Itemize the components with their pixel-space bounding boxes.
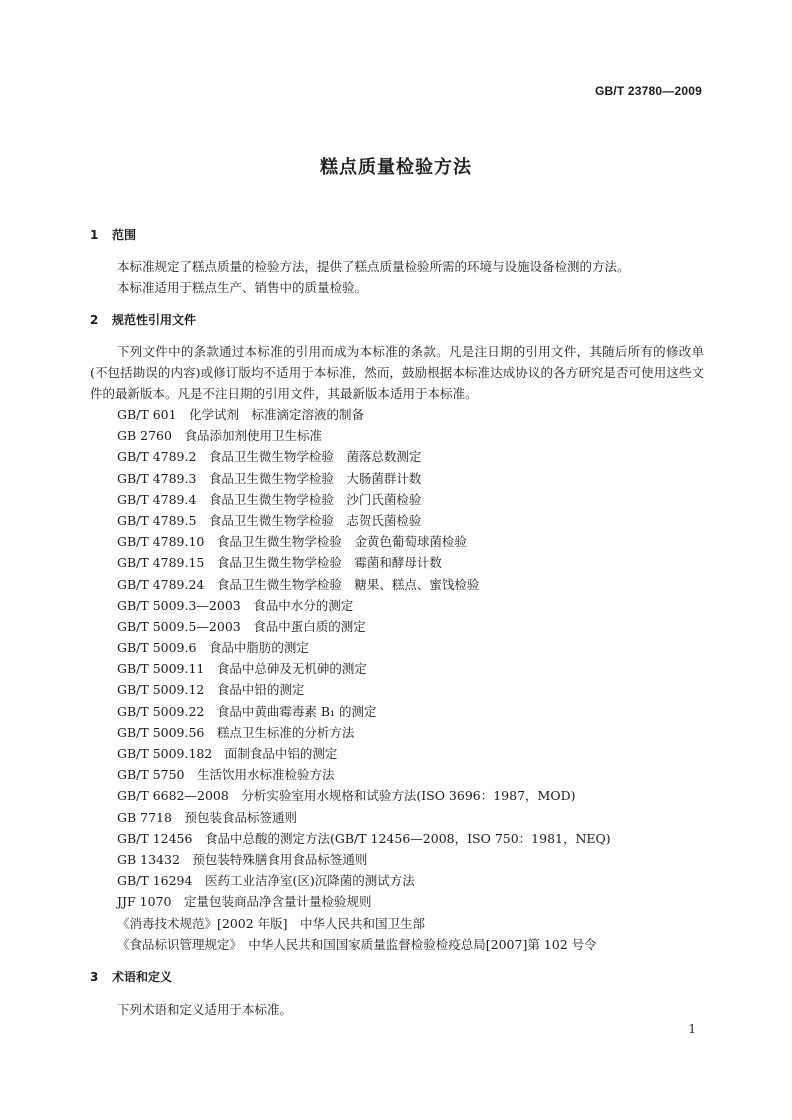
section-number: 1 <box>90 228 99 242</box>
section-3-heading <box>90 968 172 985</box>
reference-item: GB/T 4789.15 食品卫生微生物学检验 霉菌和酵母计数 <box>117 555 442 571</box>
reference-item: GB/T 5009.11 食品中总砷及无机砷的测定 <box>117 661 367 677</box>
section-title: 范围 <box>112 228 137 242</box>
reference-item: GB/T 601 化学试剂 标准滴定溶液的制备 <box>117 407 365 422</box>
reference-item: GB/T 5750 生活饮用水标准检验方法 <box>117 767 335 783</box>
reference-item: GB/T 4789.4 食品卫生微生物学检验 沙门氏菌检验 <box>117 491 422 507</box>
reference-item: GB/T 5009.5—2003 食品中蛋白质的测定 <box>117 618 366 634</box>
reference-item: GB 13432 预包装特殊膳食用食品标签通则 <box>117 851 368 867</box>
section-title: 术语和定义 <box>112 970 173 984</box>
section-title: 规范性引用文件 <box>112 313 197 327</box>
section-3-paragraph-1: 下列术语和定义适用于本标准。 <box>117 1002 293 1017</box>
reference-item: GB/T 5009.12 食品中铅的测定 <box>117 682 305 698</box>
reference-item: GB 2760 食品添加剂使用卫生标准 <box>117 428 322 444</box>
reference-item: GB 7718 预包装食品标签通则 <box>117 809 297 825</box>
section-1-paragraph-1: 本标准规定了糕点质量的检验方法，提供了糕点质量检验所需的环境与设施设备检测的方法。 <box>117 259 630 274</box>
reference-item: 《食品标识管理规定》 中华人民共和国国家质量监督检验检疫总局[2007]第 102 号令 <box>117 936 597 952</box>
reference-item: GB/T 16294 医药工业洁净室(区)沉降菌的测试方法 <box>117 873 415 889</box>
normative-references-list <box>117 404 611 955</box>
reference-item: GB/T 5009.182 面制食品中铝的测定 <box>117 746 338 761</box>
section-number: 3 <box>90 970 99 984</box>
reference-item: JJF 1070 定量包装商品净含量计量检验规则 <box>117 894 372 910</box>
page-number: 1 <box>688 1022 696 1036</box>
section-2-heading <box>90 311 196 328</box>
standard-code: GB/T 23780—2009 <box>594 84 702 98</box>
reference-item: GB/T 4789.2 食品卫生微生物学检验 菌落总数测定 <box>117 449 422 465</box>
reference-item: GB/T 4789.10 食品卫生微生物学检验 金黄色葡萄球菌检验 <box>117 534 467 550</box>
reference-item: GB/T 4789.5 食品卫生微生物学检验 志贺氏菌检验 <box>117 512 422 528</box>
section-1-heading <box>90 226 136 243</box>
reference-item: GB/T 5009.22 食品中黄曲霉毒素 B₁ 的测定 <box>117 703 377 719</box>
document-title: 糕点质量检验方法 <box>320 157 472 178</box>
section-2-intro-paragraph: 下列文件中的条款通过本标准的引用而成为本标准的条款。凡是注日期的引用文件，其随后所有的修改单(不包括勘误的内容)或修订版均不适用于本标准，然而，鼓励根据本标准达成协议的各方研究是否可使用这些文件的最新版本。凡是不注日期的引用文件，其最新版本适用于本标准。 <box>90 344 704 401</box>
reference-item: GB/T 5009.6 食品中脂肪的测定 <box>117 640 309 656</box>
reference-item: GB/T 4789.24 食品卫生微生物学检验 糖果、糕点、蜜饯检验 <box>117 576 480 592</box>
reference-item: GB/T 6682—2008 分析实验室用水规格和试验方法(ISO 3696：1987，MOD) <box>117 788 576 804</box>
reference-item: GB/T 4789.3 食品卫生微生物学检验 大肠菌群计数 <box>117 470 422 486</box>
section-number: 2 <box>90 313 99 327</box>
reference-item: GB/T 12456 食品中总酸的测定方法(GB/T 12456—2008，ISO 750：1981，NEQ) <box>117 830 611 846</box>
reference-item: 《消毒技术规范》[2002 年版] 中华人民共和国卫生部 <box>117 915 426 931</box>
reference-item: GB/T 5009.3—2003 食品中水分的测定 <box>117 597 354 613</box>
section-1-paragraph-2: 本标准适用于糕点生产、销售中的质量检验。 <box>117 280 368 295</box>
reference-item: GB/T 5009.56 糕点卫生标准的分析方法 <box>117 724 355 740</box>
